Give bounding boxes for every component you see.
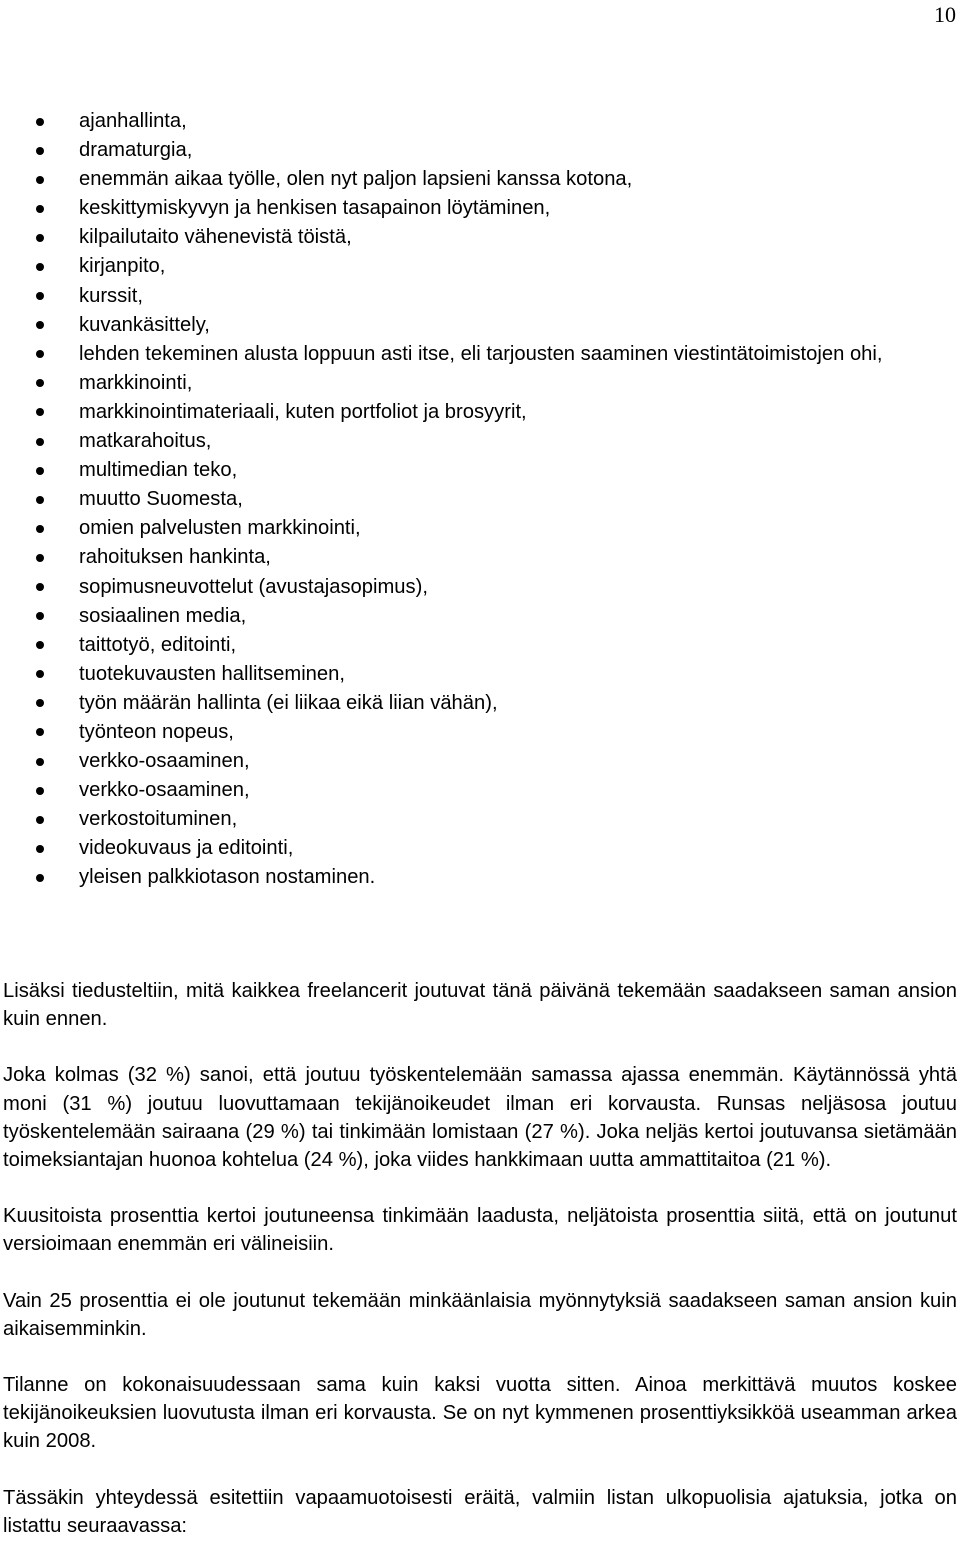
list-item: tuotekuvausten hallitseminen,	[0, 660, 960, 689]
paragraph: Kuusitoista prosenttia kertoi joutuneensa tinkimään laadusta, neljätoista prosenttia siitä, että on joutunut versioimaan enemmän eri välineisiin.	[3, 1205, 957, 1256]
paragraph: Vain 25 prosenttia ei ole joutunut tekemään minkäänlaisia myönnytyksiä saadakseen saman ansion kuin aikaisemminkin.	[3, 1289, 957, 1340]
list-item: matkarahoitus,	[0, 427, 960, 456]
list-item: enemmän aikaa työlle, olen nyt paljon lapsieni kanssa kotona,	[0, 165, 960, 194]
page-number: 10	[934, 2, 956, 27]
list-item: kurssit,	[0, 282, 960, 311]
list-item: verkko-osaaminen,	[0, 776, 960, 805]
list-item: multimedian teko,	[0, 456, 960, 485]
list-item: keskittymiskyvyn ja henkisen tasapainon löytäminen,	[0, 194, 960, 223]
list-item: markkinointi,	[0, 369, 960, 398]
list-item: rahoituksen hankinta,	[0, 543, 960, 572]
bullet-list	[0, 107, 960, 893]
list-item: sopimusneuvottelut (avustajasopimus),	[0, 573, 960, 602]
list-item: videokuvaus ja editointi,	[0, 834, 960, 863]
list-item: dramaturgia,	[0, 136, 960, 165]
list-item: taittotyö, editointi,	[0, 631, 960, 660]
paragraph: Tilanne on kokonaisuudessaan sama kuin kaksi vuotta sitten. Ainoa merkittävä muutos koskee tekijänoikeuksien luovutusta ilman eri korvausta. Se on nyt kymmenen prosenttiyksikköä useamman arkea kuin 2008.	[3, 1374, 957, 1453]
list-item: työn määrän hallinta (ei liikaa eikä liian vähän),	[0, 689, 960, 718]
list-item: kirjanpito,	[0, 252, 960, 281]
list-item: lehden tekeminen alusta loppuun asti itse, eli tarjousten saaminen viestintätoimistojen ohi,	[0, 340, 960, 369]
list-item: kilpailutaito vähenevistä töistä,	[0, 223, 960, 252]
paragraph: Joka kolmas (32 %) sanoi, että joutuu työskentelemään samassa ajassa enemmän. Käytännössä yhtä moni (31 %) joutuu luovuttamaan tekijänoikeudet ilman eri korvausta. Runsas neljäsosa joutuu työskentelemään sairaana (29 %) tai tinkimään lomistaan (27 %). Joka neljäs kertoi joutuvansa sietämään toimeksiantajan huonoa kohtelua (24 %), joka viides hankkimaan uutta ammattitaitoa (21 %).	[3, 1064, 957, 1172]
list-item: verkko-osaaminen,	[0, 747, 960, 776]
list-item: työnteon nopeus,	[0, 718, 960, 747]
list-item: kuvankäsittely,	[0, 311, 960, 340]
list-item: sosiaalinen media,	[0, 602, 960, 631]
paragraph: Lisäksi tiedusteltiin, mitä kaikkea freelancerit joutuvat tänä päivänä tekemään saadakseen saman ansion kuin ennen.	[3, 980, 957, 1031]
paragraph: Tässäkin yhteydessä esitettiin vapaamuotoisesti eräitä, valmiin listan ulkopuolisia ajatuksia, jotka on listattu seuraavassa:	[3, 1486, 957, 1537]
list-item: verkostoituminen,	[0, 805, 960, 834]
list-item: ajanhallinta,	[0, 107, 960, 136]
body-text	[3, 977, 957, 1568]
list-item: omien palvelusten markkinointi,	[0, 514, 960, 543]
list-item: muutto Suomesta,	[0, 485, 960, 514]
list-item: yleisen palkkiotason nostaminen.	[0, 863, 960, 892]
list-item: markkinointimateriaali, kuten portfoliot ja brosyyrit,	[0, 398, 960, 427]
